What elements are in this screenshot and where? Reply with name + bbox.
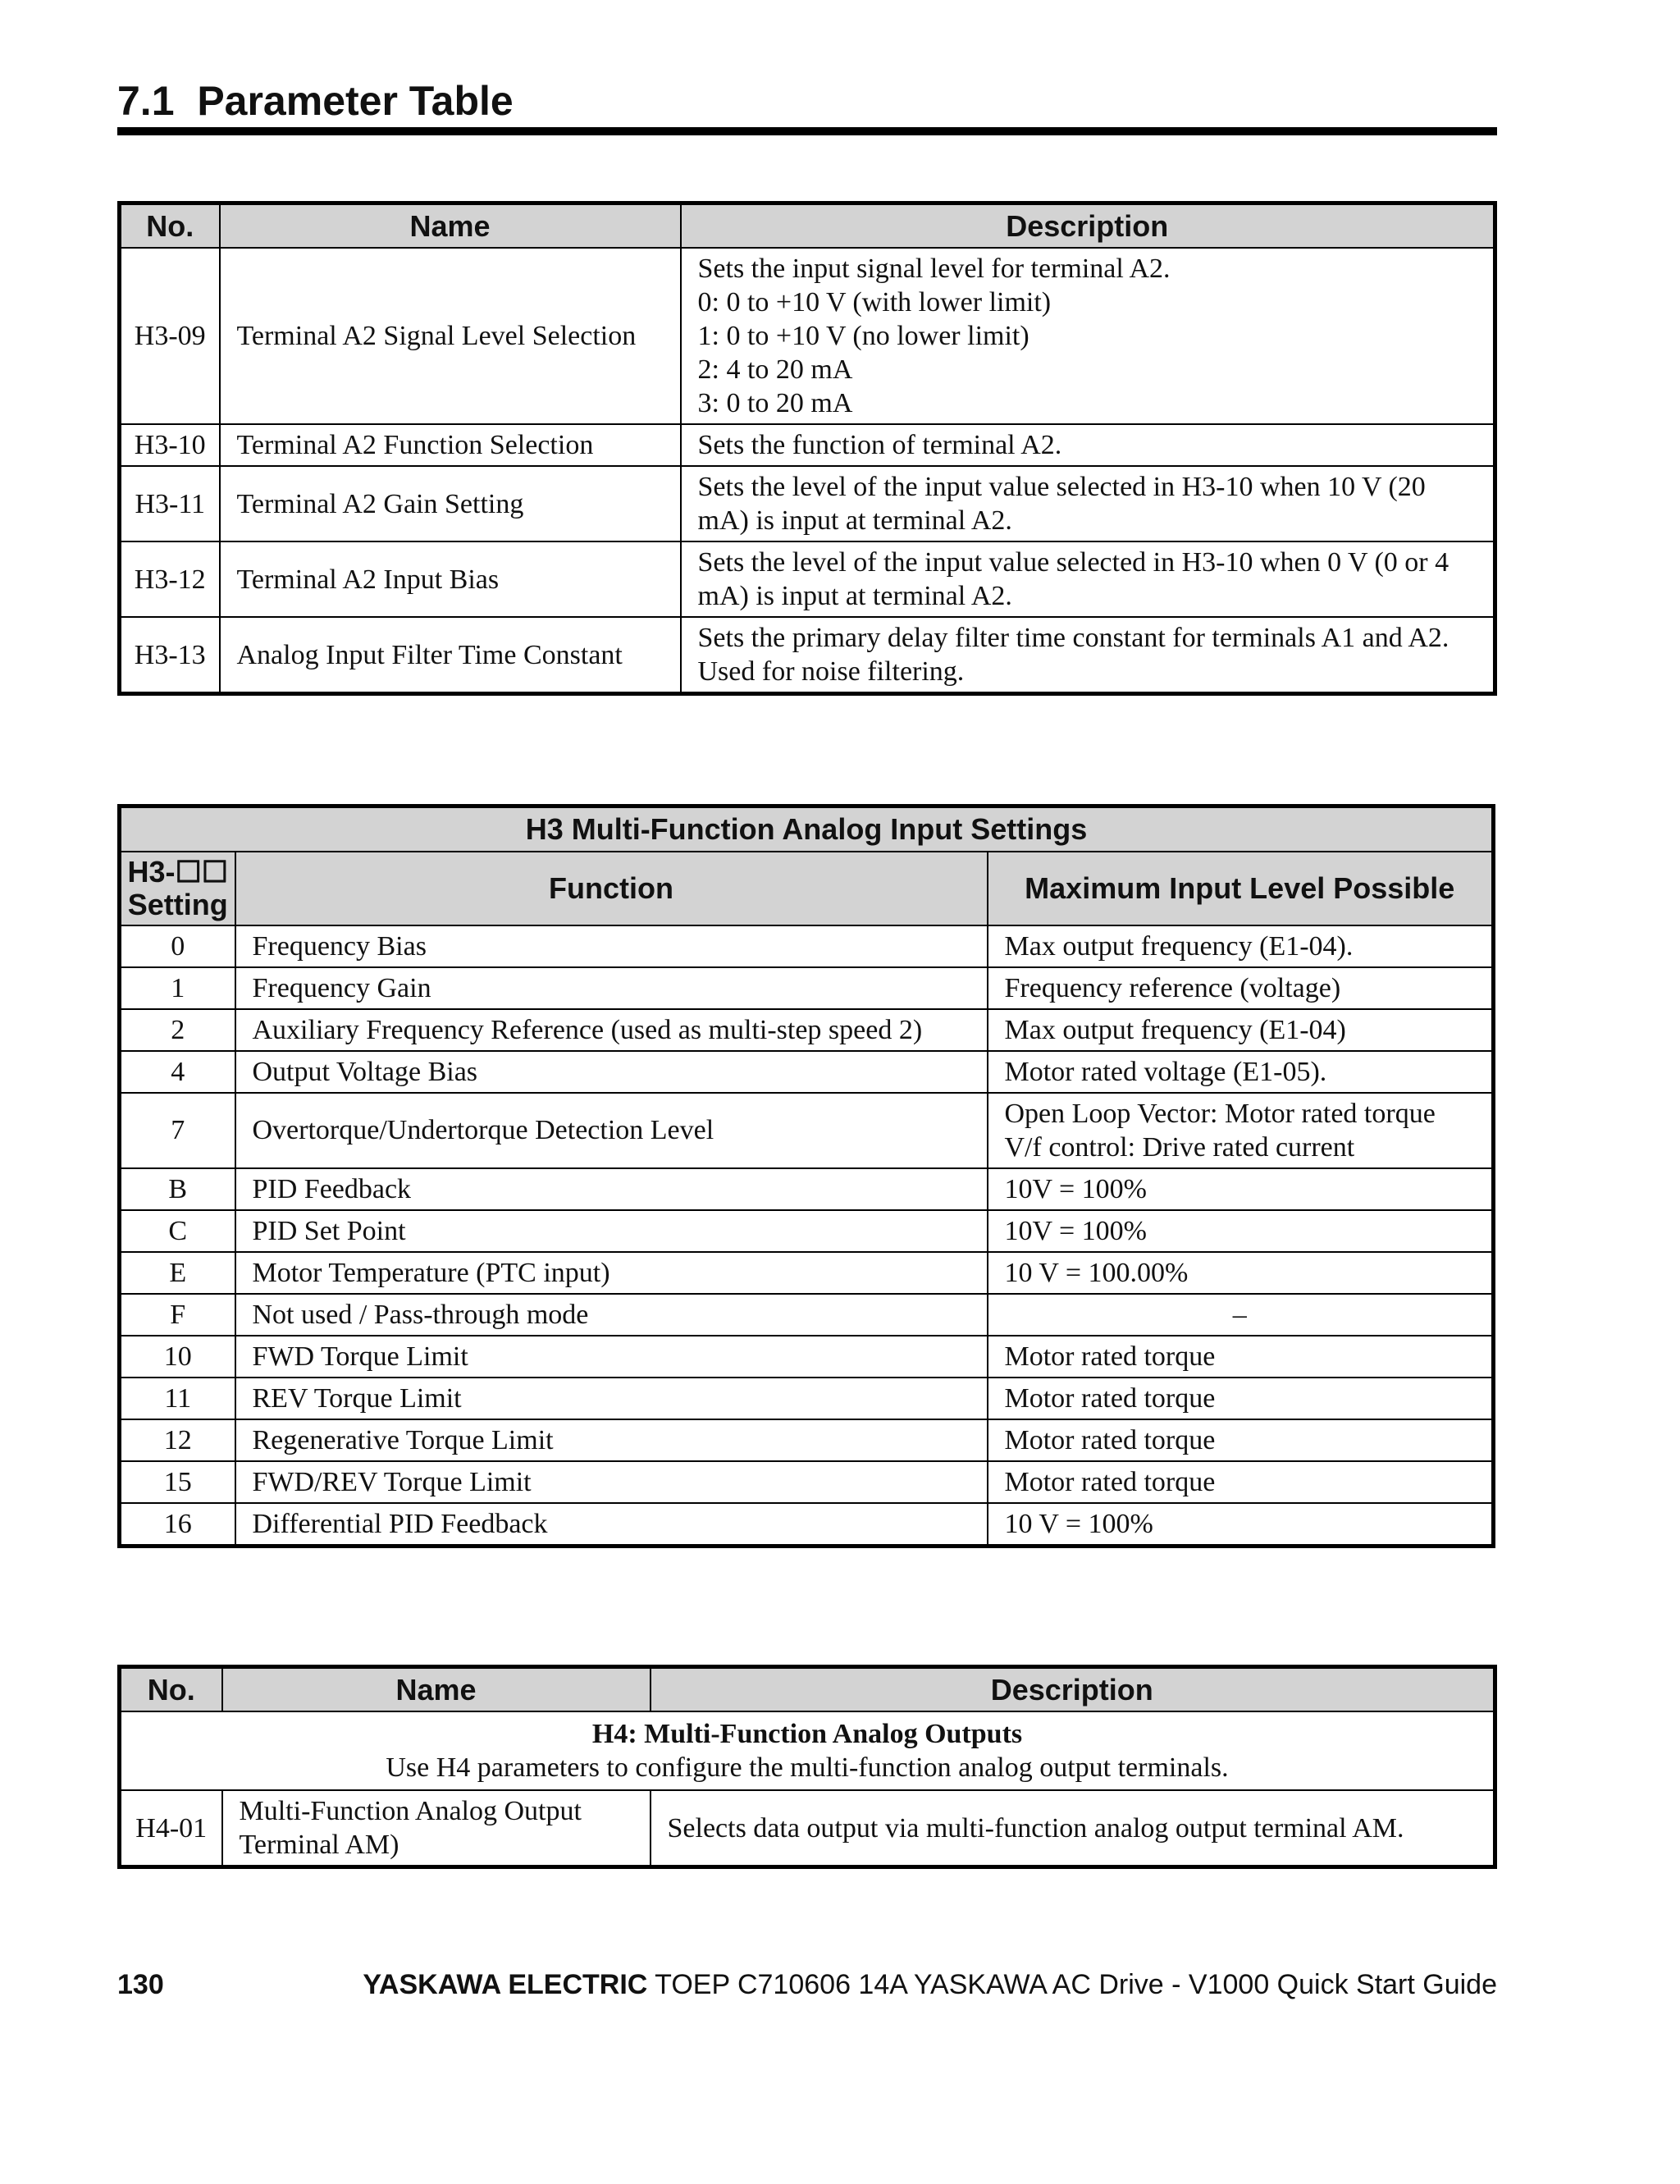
param-description	[681, 466, 1495, 541]
group-subtitle: Use H4 parameters to configure the multi-function analog output terminals.	[386, 1752, 1229, 1784]
cell-line: Motor rated torque	[1004, 1341, 1216, 1372]
param-description	[681, 248, 1495, 424]
group-title: H4: Multi-Function Analog Outputs	[591, 1719, 1023, 1750]
max-input-level	[988, 1168, 1494, 1210]
max-input-level	[988, 1210, 1494, 1252]
cell-line: V/f control: Drive rated current	[1004, 1131, 1355, 1163]
setting-value: B	[120, 1168, 235, 1210]
max-input-level	[988, 1336, 1494, 1378]
max-input-level	[988, 925, 1494, 967]
table-row	[120, 248, 1495, 424]
function-name: Output Voltage Bias	[235, 1051, 988, 1093]
param-name: Terminal A2 Signal Level Selection	[220, 248, 681, 424]
setting-value: 0	[120, 925, 235, 967]
setting-header-line2: Setting	[127, 887, 228, 921]
max-input-level	[988, 1252, 1494, 1294]
col-header-description: Description	[681, 203, 1495, 249]
col-header-no: No.	[120, 1667, 222, 1712]
setting-header-line1: H3-☐☐	[127, 854, 229, 889]
col-header-max-input: Maximum Input Level Possible	[988, 852, 1494, 925]
cell-line: Open Loop Vector: Motor rated torque	[1004, 1098, 1436, 1129]
col-header-name: Name	[220, 203, 681, 249]
group-cell	[120, 1711, 1495, 1790]
param-number: H3-11	[120, 466, 220, 541]
table-row	[120, 1168, 1494, 1210]
col-header-function: Function	[235, 852, 988, 925]
cell-line: 10V = 100%	[1004, 1215, 1147, 1246]
max-input-level	[988, 1378, 1494, 1419]
table-row	[120, 1378, 1494, 1419]
cell-line: Motor rated torque	[1004, 1424, 1216, 1455]
cell-line: 10V = 100%	[1004, 1173, 1147, 1204]
max-input-level	[988, 1461, 1494, 1503]
col-header-no: No.	[120, 203, 220, 249]
table-row	[120, 1294, 1494, 1336]
col-header-setting	[120, 852, 235, 925]
table-row	[120, 1210, 1494, 1252]
function-name: Overtorque/Undertorque Detection Level	[235, 1093, 988, 1168]
param-number: H3-09	[120, 248, 220, 424]
cell-line: mA) is input at terminal A2.	[697, 505, 1012, 537]
cell-line: –	[1232, 1299, 1247, 1330]
param-description	[681, 424, 1495, 466]
setting-value: F	[120, 1294, 235, 1336]
param-number: H4-01	[120, 1790, 222, 1867]
function-name: Not used / Pass-through mode	[235, 1294, 988, 1336]
function-name: FWD Torque Limit	[235, 1336, 988, 1378]
table-row	[120, 1461, 1494, 1503]
cell-line: Motor rated voltage (E1-05).	[1004, 1056, 1327, 1087]
cell-line: Used for noise filtering.	[697, 656, 965, 688]
function-name: Frequency Bias	[235, 925, 988, 967]
col-header-description: Description	[651, 1667, 1495, 1712]
h3-settings-table	[117, 804, 1495, 1548]
table-row	[120, 1503, 1494, 1547]
max-input-level	[988, 1503, 1494, 1547]
table-header-row	[120, 203, 1495, 249]
col-header-name: Name	[222, 1667, 651, 1712]
table-row	[120, 925, 1494, 967]
cell-line: Max output frequency (E1-04)	[1004, 1014, 1346, 1045]
parameter-table-h4	[117, 1665, 1497, 1869]
setting-value: 10	[120, 1336, 235, 1378]
footer-brand: YASKAWA ELECTRIC	[363, 1969, 648, 2000]
param-description	[681, 617, 1495, 694]
cell-line: mA) is input at terminal A2.	[697, 581, 1012, 612]
setting-value: 12	[120, 1419, 235, 1461]
max-input-level	[988, 1093, 1494, 1168]
max-input-level	[988, 1294, 1494, 1336]
function-name: Auxiliary Frequency Reference (used as multi-step speed 2)	[235, 1009, 988, 1051]
setting-value: 15	[120, 1461, 235, 1503]
param-description	[681, 541, 1495, 617]
cell-line: Sets the input signal level for terminal A2.	[697, 254, 1171, 285]
page-number: 130	[117, 1969, 164, 2000]
parameter-table-h3	[117, 201, 1497, 696]
table-row	[120, 1336, 1494, 1378]
footer-doc-title: TOEP C710606 14A YASKAWA AC Drive - V1000 Quick Start Guide	[647, 1969, 1497, 2000]
table-row	[120, 967, 1494, 1009]
max-input-level	[988, 1051, 1494, 1093]
param-number: H3-12	[120, 541, 220, 617]
function-name: PID Set Point	[235, 1210, 988, 1252]
cell-line: Terminal AM)	[239, 1830, 399, 1861]
cell-line: Sets the function of terminal A2.	[697, 430, 1062, 461]
cell-line: Motor rated torque	[1004, 1466, 1216, 1497]
cell-line: Max output frequency (E1-04).	[1004, 930, 1354, 962]
param-name: Terminal A2 Function Selection	[220, 424, 681, 466]
table-row	[120, 1252, 1494, 1294]
setting-value: 2	[120, 1009, 235, 1051]
function-name: Differential PID Feedback	[235, 1503, 988, 1547]
cell-line: 1: 0 to +10 V (no lower limit)	[697, 321, 1029, 352]
param-name: Terminal A2 Input Bias	[220, 541, 681, 617]
setting-value: 16	[120, 1503, 235, 1547]
param-name: Terminal A2 Gain Setting	[220, 466, 681, 541]
table-row	[120, 1790, 1495, 1867]
cell-line: 10 V = 100%	[1004, 1508, 1153, 1539]
footer-text	[363, 1969, 1497, 2001]
cell-line: Sets the level of the input value selected in H3-10 when 10 V (20	[697, 472, 1426, 503]
table-row	[120, 1093, 1494, 1168]
cell-line: Sets the primary delay filter time constant for terminals A1 and A2.	[697, 623, 1449, 654]
table-row	[120, 1419, 1494, 1461]
cell-line: 2: 4 to 20 mA	[697, 354, 853, 386]
param-description: Selects data output via multi-function analog output terminal AM.	[651, 1790, 1495, 1867]
table-row	[120, 424, 1495, 466]
group-row	[120, 1711, 1495, 1790]
table-caption: H3 Multi-Function Analog Input Settings	[120, 806, 1494, 852]
table-row	[120, 541, 1495, 617]
setting-value: 7	[120, 1093, 235, 1168]
table-row	[120, 1009, 1494, 1051]
max-input-level	[988, 1419, 1494, 1461]
function-name: REV Torque Limit	[235, 1378, 988, 1419]
cell-line: Motor rated torque	[1004, 1382, 1216, 1414]
max-input-level	[988, 967, 1494, 1009]
table-row	[120, 617, 1495, 694]
section-number: 7.1	[117, 78, 175, 124]
table-header-row	[120, 852, 1494, 925]
param-name	[222, 1790, 651, 1867]
setting-value: E	[120, 1252, 235, 1294]
table-caption-row	[120, 806, 1494, 852]
setting-value: C	[120, 1210, 235, 1252]
function-name: Regenerative Torque Limit	[235, 1419, 988, 1461]
function-name: PID Feedback	[235, 1168, 988, 1210]
cell-line: 0: 0 to +10 V (with lower limit)	[697, 287, 1052, 318]
setting-value: 4	[120, 1051, 235, 1093]
section-heading: Parameter Table	[197, 78, 514, 124]
table-header-row	[120, 1667, 1495, 1712]
function-name: FWD/REV Torque Limit	[235, 1461, 988, 1503]
max-input-level	[988, 1009, 1494, 1051]
table-row	[120, 1051, 1494, 1093]
param-name: Analog Input Filter Time Constant	[220, 617, 681, 694]
function-name: Frequency Gain	[235, 967, 988, 1009]
cell-line: 10 V = 100.00%	[1004, 1257, 1189, 1288]
setting-value: 11	[120, 1378, 235, 1419]
cell-line: Frequency reference (voltage)	[1004, 972, 1341, 1003]
title-rule	[117, 127, 1497, 135]
cell-line: Multi-Function Analog Output	[239, 1796, 582, 1827]
cell-line: 3: 0 to 20 mA	[697, 388, 853, 419]
setting-value: 1	[120, 967, 235, 1009]
table-row	[120, 466, 1495, 541]
function-name: Motor Temperature (PTC input)	[235, 1252, 988, 1294]
cell-line: Sets the level of the input value selected in H3-10 when 0 V (0 or 4	[697, 547, 1449, 578]
section-title	[117, 77, 514, 125]
param-number: H3-13	[120, 617, 220, 694]
param-number: H3-10	[120, 424, 220, 466]
